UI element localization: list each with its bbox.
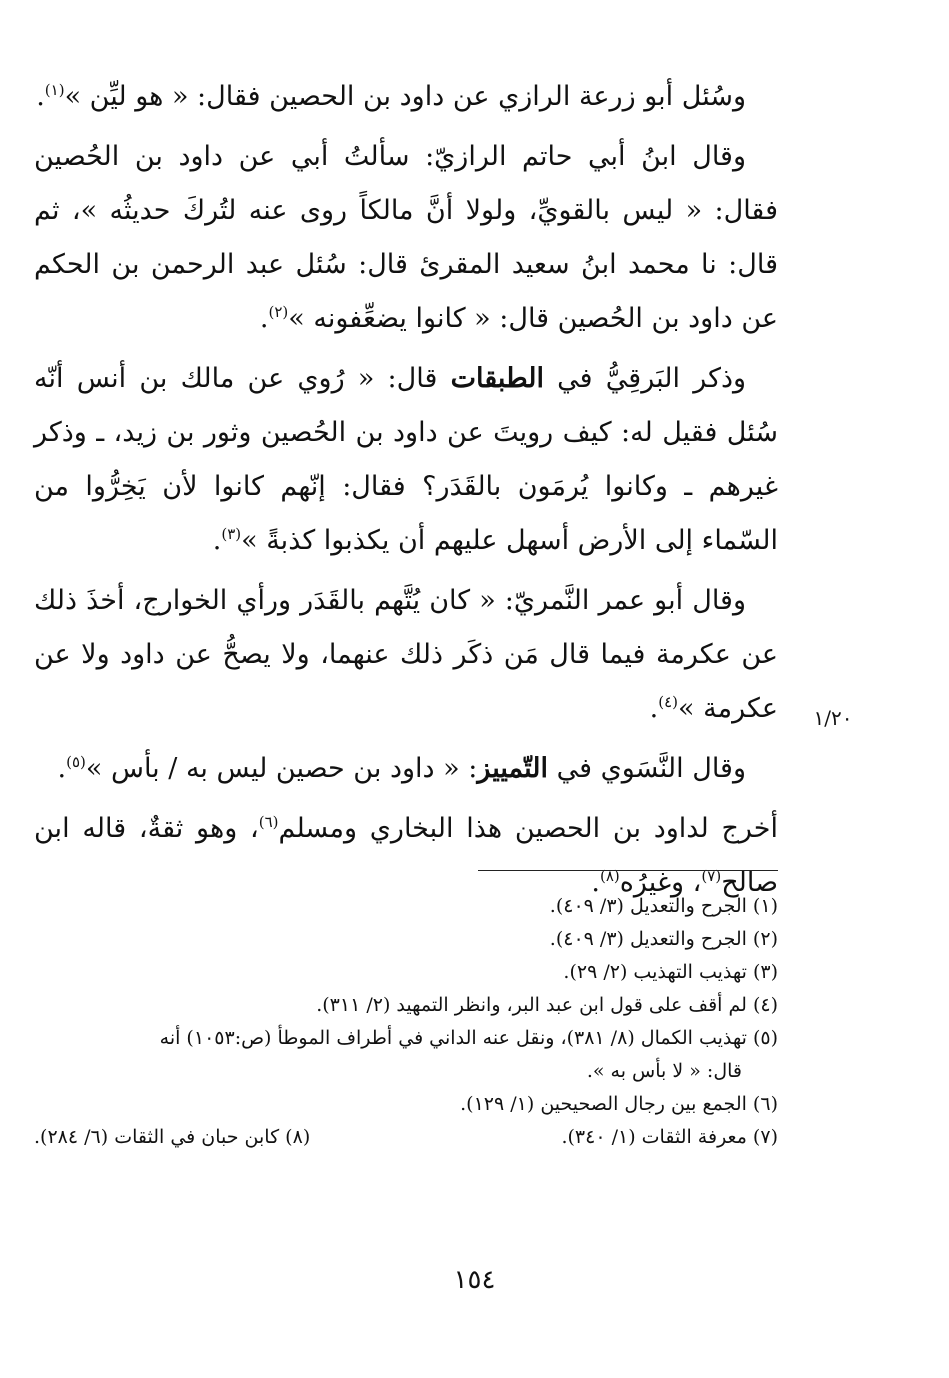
footnote-3: (٣) تهذيب التهذيب (٢/ ٢٩). (563, 961, 778, 983)
footnote-ref-1[interactable]: (١) (44, 81, 65, 99)
footnote-6: (٦) الجمع بين رجال الصحيحين (١/ ١٢٩). (460, 1093, 778, 1115)
footnote-4: (٤) لم أقف على قول ابن عبد البر، وانظر التمهيد (٢/ ٣١١). (316, 994, 778, 1016)
footnote-ref-2[interactable]: (٢) (268, 303, 289, 321)
footnote-5: (٥) تهذيب الكمال (٨/ ٣٨١)، ونقل عنه الداني في أطراف الموطأ (ص:١٠٥٣) أنه (159, 1027, 778, 1049)
footnote-8: (٨) كابن حبان في الثقات (٦/ ٢٨٤). (34, 1126, 311, 1148)
footnote-1: (١) الجرح والتعديل (٣/ ٤٠٩). (549, 895, 778, 917)
paragraph-abu-umar: وقال أبو عمر النَّمريّ: « كان يُتَّهم بالقَدَر ورأي الخوارج، أخذَ ذلك عن عكرمة فيما قال مَن ذكَر ذلك عنهما، ولا يصحُّ عن داود ولا عن عكرمة »$^{(٤)}$. (34, 585, 778, 724)
footnote-7: (٧) معرفة الثقات (١/ ٣٤٠). (561, 1126, 778, 1148)
main-text (34, 70, 778, 916)
footnote-ref-3[interactable]: (٣) (221, 525, 242, 543)
paragraph-abu-zura: وسُئل أبو زرعة الرازي عن داود بن الحصين فقال: « هو ليِّن »$^{(١)}$. (36, 81, 746, 112)
footnote-2: (٢) الجرح والتعديل (٣/ ٤٠٩). (549, 928, 778, 950)
footnote-ref-5[interactable]: (٥) (66, 753, 86, 771)
footnote-separator (478, 870, 778, 871)
manuscript-folio-marker: ١/٢٠ (813, 706, 853, 730)
paragraph-ibn-abi-hatim: وقال ابنُ أبي حاتم الرازيّ: سألتُ أبي عن داود بن الحُصين فقال: « ليس بالقويِّ، ولولا أنَّ مالكاً روى عنه لتُركَ حديثُه »، ثم قال: نا محمد ابنُ سعيد المقرئ قال: سُئل عبد الرحمن بن الحكم عن داود بن الحُصين قال: « كانوا يضعِّفونه »$^{(٢)}$. (34, 141, 778, 334)
footnote-ref-6[interactable]: (٦) (258, 813, 279, 831)
book-title-tamyiz: التّمييز (477, 753, 548, 784)
paragraph-barqi: وذكر البَرقِيُّ في الطبقات قال: « رُوي عن مالك بن أنس أنّه سُئل فقيل له: كيف رويتَ عن داود بن الحُصين وثور بن زيد، ـ وذكر غيرهم ـ وكانوا يُرمَون بالقَدَر؟ فقال: إنّهم كانوا لأن يَخِرُّوا من السّماء إلى الأرض أسهل عليهم أن يكذبوا كذبةً »$^{(٣)}$. (34, 363, 778, 556)
page-number: ١٥٤ (453, 1265, 496, 1295)
footnote-ref-7[interactable]: (٧) (701, 867, 722, 885)
paragraph-nasawi: وقال النَّسَوي في التّمييز: « داود بن حصين ليس به / بأس »$^{(٥)}$. (57, 753, 746, 784)
footnotes-section (34, 890, 778, 1154)
footnote-5-continuation: قال: « لا بأس به ». (586, 1060, 742, 1082)
book-title-tabaqat: الطبقات (450, 363, 544, 394)
footnote-ref-4[interactable]: (٤) (658, 693, 679, 711)
paragraph-bukhari-muslim: أخرج لداود بن الحصين هذا البخاري ومسلم$^{(٦)}$، وهو ثقةٌ، قاله ابن صالح$^{(٧)}$، وغيرُه$^{(٨)}$. (34, 813, 778, 898)
footnote-ref-8[interactable]: (٨) (599, 867, 620, 885)
footnote-row-7-8 (34, 1121, 778, 1154)
